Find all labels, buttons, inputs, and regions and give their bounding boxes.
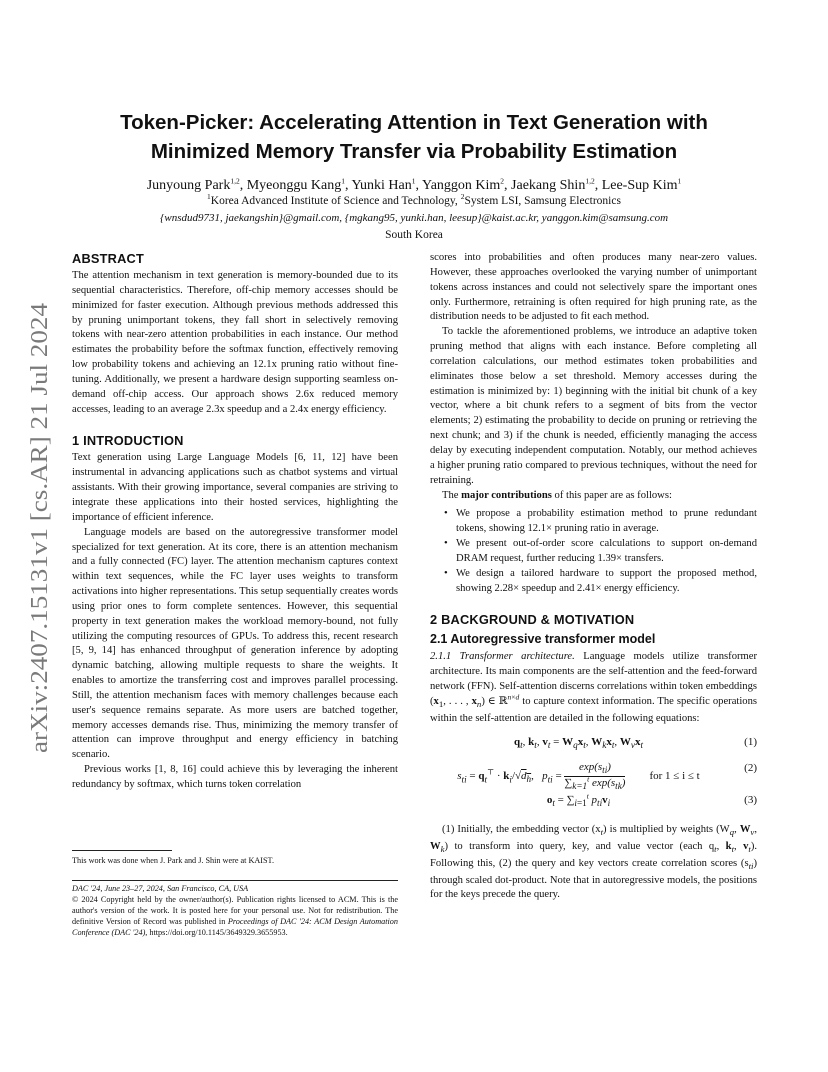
copyright-text bbox=[72, 895, 398, 939]
introduction-heading: 1 INTRODUCTION bbox=[72, 433, 184, 449]
transformer-paragraph: 2.1.1 Transformer architecture. Language models utilize transformer architecture. Its main components are the self-attention and the feed-forward network (FFN). Self-attention discerns correlations within token embeddings ($x_1$, . . . , $x_n$) ∈ ℝ$^{n\times d}$ to capture context information. The specific operations within the self-attention are detailed in the following equations: bbox=[430, 651, 757, 724]
footnote-rule bbox=[72, 850, 172, 851]
copyright-block bbox=[72, 884, 398, 939]
contributions-list bbox=[430, 507, 757, 596]
paragraph-label: 2.1.1 Transformer architecture. bbox=[430, 651, 575, 663]
copyright-notice: © 2024 Copyright held by the owner/author(s). Publication rights licensed to ACM. This is the author's version of the work. It is posted here for your personal use. Not for redistribution. The definitive Version of Record was published in bbox=[72, 894, 398, 926]
author-affil-mark: 1 bbox=[411, 176, 416, 186]
text: to capture context information. The specific operations within the self-attention are detailed in the following equations: bbox=[430, 695, 757, 724]
equation-2: $s_{ti} = q_t^⊤ \cdot k_i/√d_h$, $p_{ti}$ = $\frac{\exp(s_{ti})}{\sum_{k=1}^t \exp(s_{tk})}$ for 1 ≤ i ≤ t (2) bbox=[457, 760, 757, 792]
venue-line: DAC '24, June 23–27, 2024, San Francisco, CA, USA bbox=[72, 884, 249, 893]
author-name: Jaekang Shin bbox=[511, 178, 586, 193]
proceedings-title: Proceedings of DAC '24: ACM Design Automation Conference (DAC '24) bbox=[72, 916, 398, 937]
contributions-intro bbox=[430, 489, 757, 504]
equation-number: (1) bbox=[744, 735, 757, 748]
author-name: Yunki Han bbox=[351, 178, 412, 193]
author-country: South Korea bbox=[385, 229, 443, 241]
text: of this paper are as follows: bbox=[551, 489, 672, 501]
affiliations bbox=[60, 194, 768, 209]
equation-3: $o_t = \sum_{i=1}^t$ $p_{ti}v_i$ (3) bbox=[546, 791, 757, 808]
author-name: Junyoung Park bbox=[146, 178, 231, 193]
contribution-item: • We design a tailored hardware to support the proposed method, showing 2.28× speedup and 2.41× energy efficiency. bbox=[456, 567, 757, 597]
author-affil-mark: 2 bbox=[500, 176, 505, 186]
author-name: Myeonggu Kang bbox=[246, 178, 342, 193]
abstract-heading: ABSTRACT bbox=[72, 251, 144, 266]
text: ) is multiplied by weights (W bbox=[603, 823, 730, 835]
right-column bbox=[430, 251, 757, 903]
left-column bbox=[72, 250, 398, 793]
contributions-label: major contributions bbox=[461, 489, 552, 501]
background-heading: 2 BACKGROUND & MOTIVATION bbox=[430, 612, 635, 628]
text: ) to transform into query, key, and value vector (each q bbox=[444, 840, 715, 852]
title-line-2: Minimized Memory Transfer via Probability Estimation bbox=[150, 140, 678, 163]
arxiv-stamp-text: arXiv:2407.15131v1 [cs.AR] 21 Jul 2024 bbox=[26, 346, 53, 753]
arxiv-side-stamp bbox=[14, 298, 58, 758]
title-line-1: Token-Picker: Accelerating Attention in Text Generation with bbox=[120, 111, 708, 134]
text: Language models utilize transformer architecture. Its main components are the self-attention and the feed-forward network (FFN). Self-attention discerns correlations within token embeddings ( bbox=[430, 651, 757, 707]
intro-paragraph-1: Text generation using Large Language Models [6, 11, 12] have been instrumental in advancing applications such as chatbot systems and virtual assistants. With their growing importance, several companies are striving to integrate these applications into their hosted services, highlighting the importance of efficient inference. bbox=[72, 452, 398, 523]
author-affil-mark: 1 bbox=[341, 176, 345, 186]
affil-mark: 1 bbox=[207, 192, 211, 202]
equation-number: (2) bbox=[744, 761, 757, 774]
footnote: This work was done when J. Park and J. Shin were at KAIST. bbox=[72, 856, 275, 865]
text: The bbox=[442, 489, 462, 501]
paper-title bbox=[70, 108, 758, 166]
author-name: Lee-Sup Kim bbox=[601, 178, 678, 193]
doi-text: , https://doi.org/10.1145/3649329.3655953. bbox=[145, 927, 288, 937]
copyright-rule bbox=[72, 880, 398, 881]
subsection-heading: 2.1 Autoregressive transformer model bbox=[430, 632, 656, 647]
text: (1) Initially, the embedding vector (x bbox=[442, 823, 601, 835]
affil-text: Korea Advanced Institute of Science and Technology, bbox=[210, 195, 461, 207]
intro-paragraph-2: Language models are based on the autoregressive transformer model specialized for text generation. At its core, there is an attention mechanism and a fully connected (FC) layer. The attention mechanism captures context within text sequences, while the FC layer uses weights to transform activations into higher representations. This setup sequentially creates words using prior ones to form complete sentences. However, this sequential property in text generation makes the workload memory-bound, not fully utilizing the computing resources of GPUs. To address this, recent research [5, 9, 14] has enhanced throughput of generation inference by adopting dynamic batching, allowing multiple requests to share the weights. It enables to amortize the transferring cost and improves parallel processing. Still, the attention mechanism faces with memory challenges because each user's sequence remains separate. As more users are batched together, memory accesses demands rise. Thus, minimizing the memory transfer of attention can improve throughput and energy efficiency in batching scenario. bbox=[72, 526, 398, 761]
equation-condition: for 1 ≤ i ≤ t bbox=[649, 769, 700, 782]
author-affil-mark: 1 bbox=[677, 176, 682, 186]
author-name: Yanggon Kim bbox=[421, 178, 501, 193]
affil-mark: 2 bbox=[460, 192, 465, 202]
equation-1: $q_t$, $k_t$, $v_t = W_qx_t$, $W_kx_t$, $W_vx_t$ (1) bbox=[514, 735, 757, 750]
text: ) through scaled dot-product. Note that in autoregressive models, the positions for the keys precede the query. bbox=[430, 857, 757, 901]
author-affil-mark: 1,2 bbox=[585, 176, 595, 186]
intro-paragraph-3: Previous works [1, 8, 16] could achieve this by leveraging the inherent redundancy by softmax, which turns token correlation bbox=[72, 764, 398, 790]
right-paragraph-2: To tackle the aforementioned problems, we introduce an adaptive token pruning method that aligns with each instance. Before completing all correlation calculations, our method estimates token probabilities and eliminates those below a set threshold. Memory accesses during the estimation is minimized by: 1) beginning with the initial bit chunk of a key vector, where a bit chunk refers to a segment of bits from the vector elements; 2) estimating the probability to decide on pruning or retrieving the next chunk; and 3) if the chunk is needed, efficiently managing the access delay by executing independent computation. Notably, our method achieves a higher pruning ratio compared to previous techniques, without the need for retraining. bbox=[430, 326, 757, 486]
text: ) ∈ ℝ bbox=[481, 695, 508, 707]
affil-text: System LSI, Samsung Electronics bbox=[464, 195, 621, 207]
author-affil-mark: 1,2 bbox=[230, 176, 240, 186]
text: ). Following this, (2) the query and key vectors create correlation scores (s bbox=[430, 840, 758, 869]
equation-number: (3) bbox=[744, 793, 757, 806]
author-list: Junyoung Park$^{1,2}$, Myeonggu Kang$^1$, Yunki Han$^1$, Yanggon Kim$^2$, Jaekang Shin$^{1,2}$, Lee-Sup Kim$^1$ bbox=[146, 176, 682, 193]
author-emails: {wnsdud9731, jaekangshin}@gmail.com, {mgkang95, yunki.han, leesup}@kaist.ac.kr, yanggon.kim@samsung.com bbox=[159, 212, 669, 224]
equation-explanation: (1) Initially, the embedding vector $(x_t)$ is multiplied by weights ($W_q$, $W_v$, $W_k$) to transform into query, key, and value vector (each $q_t$, $k_t$, $v_t$). Following this, (2) the query and key vectors create correlation scores $(s_{ti})$ through scaled dot-product. Note that in autoregressive models, the positions for the keys precede the query. bbox=[430, 823, 758, 901]
right-paragraph-1: scores into probabilities and often produces many near-zero values. However, these approaches overlooked the varying number of unimportant tokens across instances and could not selectively spare the important ones only. Furthermore, retraining is often required for high pruning rate, as the distribution needs to be adjusted to fit each method. bbox=[430, 252, 757, 323]
contribution-item: • We propose a probability estimation method to prune redundant tokens, showing 12.1× pruning ratio in average. bbox=[456, 507, 757, 537]
contribution-item: • We present out-of-order score calculations to support on-demand DRAM request, further reducing 1.39× transfers. bbox=[456, 537, 757, 567]
abstract-text: The attention mechanism in text generation is memory-bounded due to its sequential characteristics. Therefore, off-chip memory accesses should be minimized for faster execution. Although previous methods addressed this by pruning unimportant tokens, they fall short in selectively removing tokens with near-zero attention probabilities in each instance. Our method estimates the probability before the softmax function, effectively removing low probability tokens and achieving an 12.1x pruning ratio without fine-tuning. Additionally, we present a hardware design supporting seamless on-demand off-chip access. Our approach shows 2.6x reduced memory accesses, leading to an average 2.3x speedup and a 2.4x energy efficiency. bbox=[72, 270, 398, 415]
